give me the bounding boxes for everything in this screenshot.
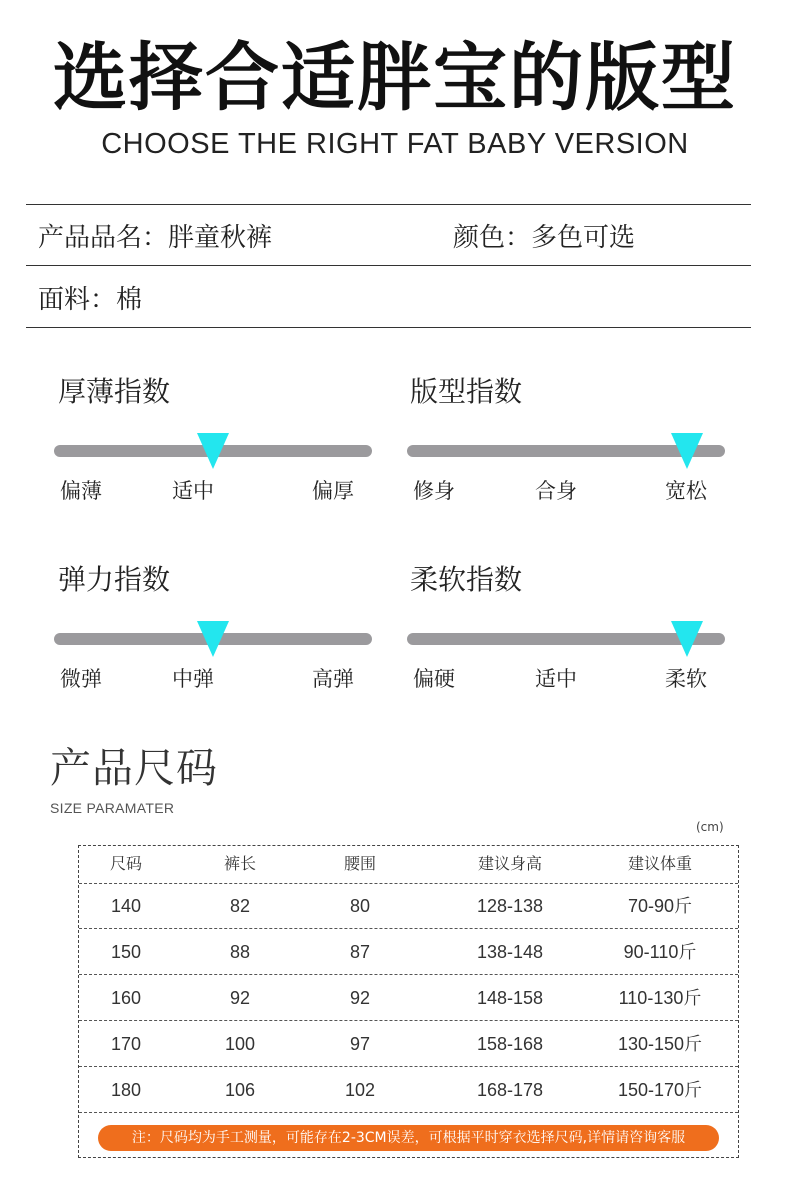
page-title: 选择合适胖宝的版型	[53, 35, 737, 121]
table-cell: 92	[349, 988, 371, 1008]
table-cell: 168-178	[476, 1080, 544, 1100]
table-cell: 110-130斤	[618, 988, 702, 1008]
size-table	[78, 845, 739, 1158]
table-cell: 180	[110, 1080, 142, 1100]
table-cell: 70-90斤	[627, 896, 693, 916]
table-cell: 158-168	[476, 1034, 544, 1054]
product-color: 颜色：多色可选	[453, 223, 636, 253]
page-subtitle: CHOOSE THE RIGHT FAT BABY VERSION	[101, 128, 689, 160]
product-name: 产品品名：胖童秋裤	[38, 223, 273, 253]
table-cell: 87	[349, 942, 371, 962]
elasticity-index-marker	[197, 621, 229, 657]
table-cell: 92	[229, 988, 251, 1008]
table-divider	[79, 928, 738, 929]
softness-label-right: 柔软	[665, 667, 707, 691]
thickness-label-right: 偏厚	[312, 479, 354, 503]
table-divider	[79, 1066, 738, 1067]
table-cell: 90-110斤	[623, 942, 697, 962]
table-header-length: 裤长	[223, 854, 256, 873]
table-header-height: 建议身高	[477, 854, 542, 873]
fit-label-right: 宽松	[665, 479, 707, 503]
table-cell: 150-170斤	[617, 1080, 703, 1100]
table-cell: 138-148	[476, 942, 544, 962]
elasticity-index-title: 弹力指数	[58, 563, 171, 596]
unit-label: (cm)	[696, 820, 724, 834]
elasticity-label-mid: 中弹	[172, 667, 214, 691]
table-cell: 140	[110, 896, 142, 916]
size-section-title: 产品尺码	[50, 744, 218, 792]
table-cell: 128-138	[476, 896, 544, 916]
table-cell: 88	[229, 942, 251, 962]
softness-label-left: 偏硬	[413, 667, 455, 691]
divider	[26, 265, 751, 266]
table-divider	[79, 883, 738, 884]
table-cell: 80	[349, 896, 371, 916]
thickness-index-title: 厚薄指数	[58, 375, 171, 408]
divider	[26, 204, 751, 205]
thickness-label-left: 偏薄	[60, 479, 102, 503]
table-cell: 100	[224, 1034, 256, 1054]
table-cell: 160	[110, 988, 142, 1008]
table-cell: 148-158	[476, 988, 544, 1008]
product-fabric: 面料：棉	[38, 285, 143, 315]
table-cell: 150	[110, 942, 142, 962]
fit-label-mid: 合身	[535, 479, 577, 503]
table-header-waist: 腰围	[343, 854, 376, 873]
table-cell: 97	[349, 1034, 371, 1054]
divider	[26, 327, 751, 328]
thickness-index-marker	[197, 433, 229, 469]
size-section-subtitle: SIZE PARAMATER	[50, 800, 175, 816]
fit-index-title: 版型指数	[410, 375, 523, 408]
elasticity-label-right: 高弹	[312, 667, 354, 691]
table-header-size: 尺码	[109, 854, 142, 873]
table-divider	[79, 974, 738, 975]
table-divider	[79, 1020, 738, 1021]
softness-index-marker	[671, 621, 703, 657]
table-cell: 82	[229, 896, 251, 916]
table-cell: 102	[344, 1080, 376, 1100]
table-cell: 130-150斤	[617, 1034, 703, 1054]
table-cell: 106	[224, 1080, 256, 1100]
elasticity-label-left: 微弹	[60, 667, 102, 691]
size-note-banner: 注：尺码均为手工测量，可能存在2-3CM误差，可根据平时穿衣选择尺码,详情请咨询客服	[98, 1125, 719, 1151]
table-header-weight: 建议体重	[627, 854, 692, 873]
softness-label-mid: 适中	[535, 667, 577, 691]
softness-index-title: 柔软指数	[410, 563, 523, 596]
thickness-label-mid: 适中	[172, 479, 214, 503]
fit-label-left: 修身	[413, 479, 455, 503]
table-divider	[79, 1112, 738, 1113]
fit-index-marker	[671, 433, 703, 469]
table-cell: 170	[110, 1034, 142, 1054]
